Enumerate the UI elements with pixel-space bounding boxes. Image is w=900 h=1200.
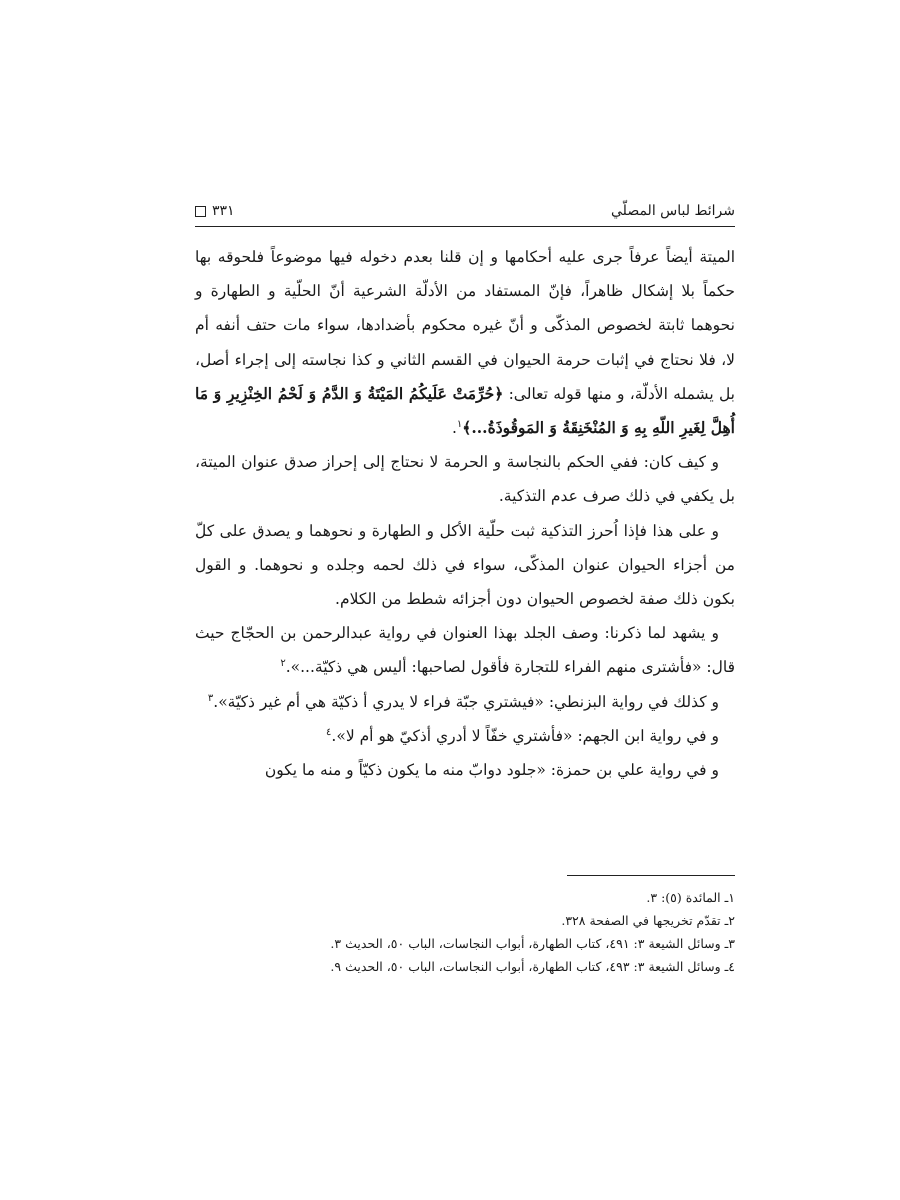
page-number-block xyxy=(195,203,235,219)
paragraph-1-text: الميتة أيضاً عرفاً جرى عليه أحكامها و إن قلنا بعدم دخوله فيها موضوعاً فلحوقه بها حكماً بلا إشكال ظاهراً، فإنّ المستفاد من الأدلّة الشرعية أنّ الحلّية و الطهارة و نحوهما ثابتة لخصوص المذكّى و أنّ غيره محكوم بأضدادها، سواء مات حتف أنفه أم لا، فلا نحتاج في إثبات حرمة الحيوان في القسم الثاني و كذا نجاسته إلى إجراء أصل، بل يشمله الأدلّة، و منها قوله تعالى: xyxy=(195,248,735,403)
footnote-2: ٢ـ تقدّم تخريجها في الصفحة ٣٢٨. xyxy=(561,913,735,928)
running-title: شرائط لباس المصلّي xyxy=(611,203,735,219)
footnote-1: ١ـ المائدة (٥): ٣. xyxy=(646,890,735,905)
footnote-divider xyxy=(567,875,735,876)
paragraph-6-text: و في رواية ابن الجهم: «فأشتري خفّاً لا أدري أذكيّ هو أم لا». xyxy=(331,726,719,745)
footnote-4: ٤ـ وسائل الشيعة ٣: ٤٩٣، كتاب الطهارة، أبواب النجاسات، الباب ٥٠، الحديث ٩. xyxy=(330,959,735,974)
footnote-ref-3: ٣ xyxy=(207,692,214,704)
footnote-ref-4: ٤ xyxy=(326,726,332,738)
paragraph-5 xyxy=(195,685,735,719)
paragraph-7: و في رواية علي بن حمزة: «جلود دوابّ منه ما يكون ذكيّاً و منه ما يكون xyxy=(264,761,719,780)
paragraph-4 xyxy=(195,616,735,684)
paragraph-4-text: و يشهد لما ذكرنا: وصف الجلد بهذا العنوان في رواية عبدالرحمن بن الحجّاج حيث قال: «فأشترى منهم الفراء للتجارة فأقول لصاحبها: أليس هي ذكيّة...». xyxy=(195,624,735,677)
paragraph-1: الميتة أيضاً عرفاً جرى عليه أحكامها و إن قلنا بعدم دخوله فيها موضوعاً فلحوقه بها حكماً بلا إشكال ظاهراً، فإنّ المستفاد من الأدلّة الشرعية أنّ الحلّية و الطهارة و نحوهما ثابتة لخصوص المذكّى و أنّ غيره محكوم بأضدادها، سواء مات حتف أنفه أم لا، فلا نحتاج في إثبات حرمة الحيوان في القسم الثاني و كذا نجاسته إلى إجراء أصل، بل يشمله الأدلّة، و منها قوله تعالى: ﴿حُرِّمَتْ عَلَيكُمُ المَيْتَةُ وَ الدَّمُ وَ لَحْمُ الخِنْزِيرِ وَ مَا أُهِلَّ لِغَيرِ اللّهِ بِهِ وَ المُنْخَنِقَةُ وَ المَوقُوذَةُ...﴾$^١$. xyxy=(195,248,735,438)
paragraph-2: و كيف كان: ففي الحكم بالنجاسة و الحرمة لا نحتاج إلى إحراز صدق عنوان الميتة، بل يكفي في ذلك صرف عدم التذكية. xyxy=(195,453,735,506)
footnote-3: ٣ـ وسائل الشيعة ٣: ٤٩١، كتاب الطهارة، أبواب النجاسات، الباب ٥٠، الحديث ٣. xyxy=(330,936,735,951)
page-header xyxy=(195,196,735,227)
paragraph-6 xyxy=(195,719,735,753)
footnote-ref-2: ٢ xyxy=(280,658,286,670)
paragraph-5-text: و كذلك في رواية البزنطي: «فيشتري جبّة فراء لا يدري أ ذكيّة هي أم غير ذكيّة». xyxy=(213,692,719,711)
quran-verse: ﴿حُرِّمَتْ عَلَيكُمُ المَيْتَةُ وَ الدَّمُ وَ لَحْمُ الخِنْزِيرِ وَ مَا أُهِلَّ لِغَيرِ اللّهِ بِهِ وَ المُنْخَنِقَةُ وَ المَوقُوذَةُ...﴾ xyxy=(195,383,735,438)
paragraph-3: و على هذا فإذا اُحرز التذكية ثبت حلّية الأكل و الطهارة و نحوهما و يصدق على كلّ من أجزاء الحيوان عنوان المذكّى، سواء في ذلك لحمه وجلده و نحوهما. و القول بكون ذلك صفة لخصوص الحيوان دون أجزائه شطط من الكلام. xyxy=(195,521,735,609)
footnotes xyxy=(195,886,735,978)
page-number: ٣٣١ xyxy=(212,203,235,219)
footnote-ref-1: ١ xyxy=(456,418,463,430)
square-outline-icon xyxy=(195,206,206,217)
page-body xyxy=(195,240,735,787)
